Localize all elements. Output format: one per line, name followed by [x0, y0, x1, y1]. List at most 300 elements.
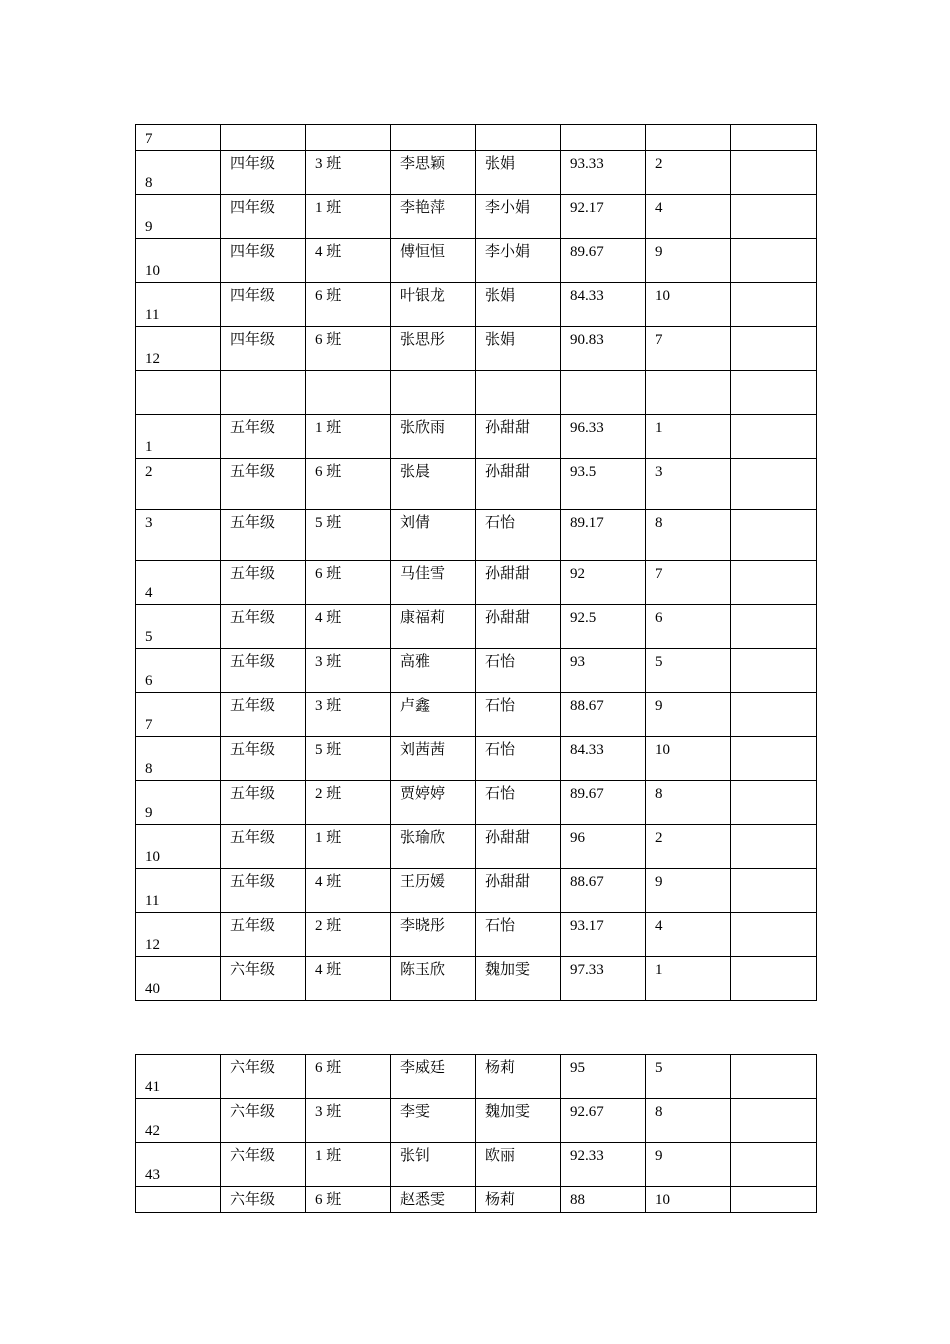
note-cell: [731, 649, 817, 693]
note-cell: [731, 781, 817, 825]
class-name-cell: [306, 693, 391, 737]
student-name-cell: [391, 825, 476, 869]
row-number: 12: [145, 351, 160, 367]
student-name: 张晨: [400, 464, 431, 480]
grade-cell: [221, 957, 306, 1001]
class-name: 6 班: [315, 1060, 342, 1076]
row-number: 12: [145, 937, 160, 953]
grade-cell: [221, 125, 306, 151]
student-name-cell: [391, 239, 476, 283]
grade-cell: [221, 1187, 306, 1213]
rank-cell: [646, 371, 731, 415]
row-number: 7: [145, 131, 153, 147]
grade-cell: [221, 693, 306, 737]
grade-cell: [221, 825, 306, 869]
class-name-cell: [306, 283, 391, 327]
grade-cell: [221, 415, 306, 459]
rank-cell: [646, 869, 731, 913]
score: 92.67: [570, 1104, 604, 1120]
note-cell: [731, 737, 817, 781]
grade-cell: [221, 605, 306, 649]
score-cell: [561, 561, 646, 605]
row-number: 10: [145, 849, 160, 865]
rank: 1: [655, 420, 663, 436]
student-name: 张瑜欣: [400, 830, 446, 846]
student-name: 王历媛: [400, 874, 446, 890]
row-number-cell: [136, 957, 221, 1001]
rank: 10: [655, 288, 670, 304]
teacher-name-cell: [476, 781, 561, 825]
grade-cell: [221, 327, 306, 371]
student-name-cell: [391, 1055, 476, 1099]
teacher-name: 张娟: [485, 288, 516, 304]
student-name: 张钊: [400, 1148, 431, 1164]
row-number-cell: [136, 649, 221, 693]
score-cell: [561, 459, 646, 510]
teacher-name-cell: [476, 649, 561, 693]
teacher-name-cell: [476, 510, 561, 561]
teacher-name-cell: [476, 825, 561, 869]
class-name: 6 班: [315, 566, 342, 582]
score: 93.17: [570, 918, 604, 934]
teacher-name-cell: [476, 693, 561, 737]
student-name: 高雅: [400, 654, 431, 670]
grade-cell: [221, 151, 306, 195]
teacher-name-cell: [476, 1187, 561, 1213]
grade-cell: [221, 869, 306, 913]
note-cell: [731, 371, 817, 415]
score: 88.67: [570, 698, 604, 714]
grade: 五年级: [230, 874, 276, 890]
class-name: 1 班: [315, 1148, 342, 1164]
class-name: 4 班: [315, 610, 342, 626]
score-cell: [561, 869, 646, 913]
note-cell: [731, 957, 817, 1001]
rank: 5: [655, 654, 663, 670]
score-cell: [561, 125, 646, 151]
table-row: [136, 510, 817, 561]
score-cell: [561, 1055, 646, 1099]
score-cell: [561, 415, 646, 459]
score-table-2: [135, 1054, 817, 1213]
note-cell: [731, 1099, 817, 1143]
teacher-name: 孙甜甜: [485, 464, 531, 480]
class-name: 1 班: [315, 830, 342, 846]
score-cell: [561, 283, 646, 327]
table-row: [136, 195, 817, 239]
row-number: 42: [145, 1123, 160, 1139]
class-name-cell: [306, 1055, 391, 1099]
student-name-cell: [391, 1143, 476, 1187]
score: 92.33: [570, 1148, 604, 1164]
teacher-name-cell: [476, 737, 561, 781]
class-name: 2 班: [315, 786, 342, 802]
grade: 六年级: [230, 1192, 276, 1208]
class-name-cell: [306, 415, 391, 459]
row-number: 5: [145, 629, 153, 645]
note-cell: [731, 327, 817, 371]
table-row: [136, 605, 817, 649]
row-number-cell: [136, 561, 221, 605]
note-cell: [731, 869, 817, 913]
rank-cell: [646, 327, 731, 371]
grade: 五年级: [230, 742, 276, 758]
row-number: 1: [145, 439, 153, 455]
class-name: 1 班: [315, 420, 342, 436]
row-number: 2: [145, 464, 153, 480]
table-row: [136, 459, 817, 510]
rank-cell: [646, 737, 731, 781]
score-cell: [561, 327, 646, 371]
row-number-cell: [136, 1099, 221, 1143]
row-number-cell: [136, 737, 221, 781]
table-row: [136, 913, 817, 957]
grade-cell: [221, 371, 306, 415]
row-number-cell: [136, 825, 221, 869]
row-number: 8: [145, 761, 153, 777]
score-cell: [561, 371, 646, 415]
teacher-name: 孙甜甜: [485, 830, 531, 846]
note-cell: [731, 510, 817, 561]
class-name: 5 班: [315, 742, 342, 758]
teacher-name: 孙甜甜: [485, 420, 531, 436]
grade: 五年级: [230, 566, 276, 582]
student-name-cell: [391, 327, 476, 371]
teacher-name-cell: [476, 415, 561, 459]
table-row: [136, 283, 817, 327]
rank-cell: [646, 561, 731, 605]
rank: 9: [655, 698, 663, 714]
rank-cell: [646, 649, 731, 693]
score-cell: [561, 737, 646, 781]
row-number: 6: [145, 673, 153, 689]
class-name-cell: [306, 239, 391, 283]
score: 97.33: [570, 962, 604, 978]
rank: 2: [655, 830, 663, 846]
row-number: 9: [145, 805, 153, 821]
score-cell: [561, 825, 646, 869]
teacher-name-cell: [476, 239, 561, 283]
table-row: [136, 561, 817, 605]
row-number: 3: [145, 515, 153, 531]
class-name: 3 班: [315, 156, 342, 172]
row-number: 11: [145, 307, 160, 323]
score-cell: [561, 1143, 646, 1187]
rank: 7: [655, 566, 663, 582]
student-name: 傅恒恒: [400, 244, 446, 260]
note-cell: [731, 239, 817, 283]
teacher-name: 魏加雯: [485, 1104, 531, 1120]
score: 93.5: [570, 464, 597, 480]
student-name: 赵悉雯: [400, 1192, 446, 1208]
grade-cell: [221, 913, 306, 957]
rank: 3: [655, 464, 663, 480]
score: 84.33: [570, 742, 604, 758]
rank-cell: [646, 125, 731, 151]
student-name-cell: [391, 151, 476, 195]
class-name-cell: [306, 957, 391, 1001]
student-name: 李艳萍: [400, 200, 446, 216]
note-cell: [731, 605, 817, 649]
teacher-name: 孙甜甜: [485, 610, 531, 626]
rank: 9: [655, 874, 663, 890]
score: 93: [570, 654, 585, 670]
table-row: [136, 737, 817, 781]
note-cell: [731, 283, 817, 327]
student-name: 李思颖: [400, 156, 446, 172]
note-cell: [731, 1143, 817, 1187]
note-cell: [731, 825, 817, 869]
score: 92.5: [570, 610, 597, 626]
student-name-cell: [391, 561, 476, 605]
student-name: 刘茜茜: [400, 742, 446, 758]
score: 89.17: [570, 515, 604, 531]
score-cell: [561, 1099, 646, 1143]
student-name-cell: [391, 649, 476, 693]
rank-cell: [646, 781, 731, 825]
rank: 5: [655, 1060, 663, 1076]
grade: 五年级: [230, 610, 276, 626]
row-number: 8: [145, 175, 153, 191]
class-name: 4 班: [315, 962, 342, 978]
class-name-cell: [306, 781, 391, 825]
class-name: 3 班: [315, 698, 342, 714]
grade: 四年级: [230, 156, 276, 172]
score-cell: [561, 510, 646, 561]
row-number-cell: [136, 459, 221, 510]
grade: 五年级: [230, 698, 276, 714]
student-name-cell: [391, 693, 476, 737]
rank: 10: [655, 1192, 670, 1208]
grade-cell: [221, 510, 306, 561]
teacher-name: 石怡: [485, 918, 516, 934]
row-number: 40: [145, 981, 160, 997]
row-number-cell: [136, 239, 221, 283]
teacher-name-cell: [476, 957, 561, 1001]
class-name-cell: [306, 510, 391, 561]
student-name-cell: [391, 957, 476, 1001]
student-name-cell: [391, 125, 476, 151]
rank: 10: [655, 742, 670, 758]
student-name-cell: [391, 459, 476, 510]
table-row: [136, 151, 817, 195]
teacher-name: 石怡: [485, 698, 516, 714]
note-cell: [731, 125, 817, 151]
class-name-cell: [306, 195, 391, 239]
rank: 1: [655, 962, 663, 978]
row-number-cell: [136, 415, 221, 459]
student-name: 陈玉欣: [400, 962, 446, 978]
grade-cell: [221, 649, 306, 693]
teacher-name-cell: [476, 151, 561, 195]
table-row: [136, 1143, 817, 1187]
row-number-cell: [136, 283, 221, 327]
score-cell: [561, 239, 646, 283]
grade: 四年级: [230, 200, 276, 216]
note-cell: [731, 1187, 817, 1213]
student-name-cell: [391, 510, 476, 561]
student-name-cell: [391, 737, 476, 781]
row-number-cell: [136, 510, 221, 561]
row-number-cell: [136, 1055, 221, 1099]
rank-cell: [646, 1143, 731, 1187]
teacher-name: 欧丽: [485, 1148, 516, 1164]
teacher-name: 孙甜甜: [485, 566, 531, 582]
grade: 五年级: [230, 786, 276, 802]
grade: 六年级: [230, 1148, 276, 1164]
teacher-name: 张娟: [485, 332, 516, 348]
student-name-cell: [391, 781, 476, 825]
grade: 五年级: [230, 420, 276, 436]
class-name-cell: [306, 327, 391, 371]
grade-cell: [221, 781, 306, 825]
row-number-cell: [136, 1187, 221, 1213]
rank-cell: [646, 239, 731, 283]
score: 92: [570, 566, 585, 582]
student-name: 卢鑫: [400, 698, 431, 714]
class-name: 4 班: [315, 244, 342, 260]
grade-cell: [221, 283, 306, 327]
rank-cell: [646, 1187, 731, 1213]
class-name: 2 班: [315, 918, 342, 934]
score-cell: [561, 195, 646, 239]
rank-cell: [646, 1055, 731, 1099]
row-number-cell: [136, 605, 221, 649]
grade: 五年级: [230, 830, 276, 846]
student-name-cell: [391, 869, 476, 913]
grade: 六年级: [230, 962, 276, 978]
rank-cell: [646, 283, 731, 327]
class-name-cell: [306, 649, 391, 693]
rank-cell: [646, 693, 731, 737]
score-cell: [561, 649, 646, 693]
teacher-name-cell: [476, 1055, 561, 1099]
student-name: 贾婷婷: [400, 786, 446, 802]
teacher-name-cell: [476, 371, 561, 415]
rank-cell: [646, 151, 731, 195]
teacher-name-cell: [476, 195, 561, 239]
teacher-name: 石怡: [485, 654, 516, 670]
teacher-name-cell: [476, 125, 561, 151]
class-name-cell: [306, 1187, 391, 1213]
student-name-cell: [391, 913, 476, 957]
student-name-cell: [391, 1187, 476, 1213]
rank: 6: [655, 610, 663, 626]
rank-cell: [646, 957, 731, 1001]
grade: 四年级: [230, 332, 276, 348]
note-cell: [731, 415, 817, 459]
grade: 五年级: [230, 918, 276, 934]
grade-cell: [221, 1143, 306, 1187]
class-name-cell: [306, 737, 391, 781]
teacher-name-cell: [476, 1143, 561, 1187]
score: 93.33: [570, 156, 604, 172]
row-number: 41: [145, 1079, 160, 1095]
teacher-name: 石怡: [485, 786, 516, 802]
table-row: [136, 371, 817, 415]
row-number: 9: [145, 219, 153, 235]
score: 88.67: [570, 874, 604, 890]
student-name-cell: [391, 195, 476, 239]
class-name-cell: [306, 825, 391, 869]
table-row: [136, 825, 817, 869]
row-number-cell: [136, 195, 221, 239]
rank-cell: [646, 1099, 731, 1143]
score: 96: [570, 830, 585, 846]
student-name-cell: [391, 1099, 476, 1143]
class-name-cell: [306, 561, 391, 605]
grade: 四年级: [230, 244, 276, 260]
student-name-cell: [391, 605, 476, 649]
table-row: [136, 1055, 817, 1099]
score-cell: [561, 1187, 646, 1213]
score: 95: [570, 1060, 585, 1076]
score-cell: [561, 151, 646, 195]
grade-cell: [221, 737, 306, 781]
teacher-name: 李小娟: [485, 200, 531, 216]
note-cell: [731, 693, 817, 737]
row-number: 4: [145, 585, 153, 601]
note-cell: [731, 913, 817, 957]
teacher-name-cell: [476, 459, 561, 510]
rank: 8: [655, 1104, 663, 1120]
class-name-cell: [306, 869, 391, 913]
score: 88: [570, 1192, 585, 1208]
table-row: [136, 693, 817, 737]
class-name: 4 班: [315, 874, 342, 890]
student-name: 李雯: [400, 1104, 431, 1120]
table-row: [136, 125, 817, 151]
note-cell: [731, 195, 817, 239]
class-name-cell: [306, 125, 391, 151]
student-name-cell: [391, 415, 476, 459]
rank-cell: [646, 825, 731, 869]
rank: 4: [655, 918, 663, 934]
score: 84.33: [570, 288, 604, 304]
grade: 四年级: [230, 288, 276, 304]
table-row: [136, 1187, 817, 1213]
row-number-cell: [136, 1143, 221, 1187]
class-name-cell: [306, 1099, 391, 1143]
row-number: 7: [145, 717, 153, 733]
note-cell: [731, 151, 817, 195]
teacher-name: 魏加雯: [485, 962, 531, 978]
student-name-cell: [391, 371, 476, 415]
student-name: 张欣雨: [400, 420, 446, 436]
student-name: 叶银龙: [400, 288, 446, 304]
teacher-name: 石怡: [485, 515, 516, 531]
row-number-cell: [136, 151, 221, 195]
class-name-cell: [306, 913, 391, 957]
grade-cell: [221, 1055, 306, 1099]
teacher-name-cell: [476, 605, 561, 649]
rank-cell: [646, 605, 731, 649]
teacher-name-cell: [476, 327, 561, 371]
score-cell: [561, 781, 646, 825]
row-number-cell: [136, 327, 221, 371]
teacher-name-cell: [476, 283, 561, 327]
teacher-name: 张娟: [485, 156, 516, 172]
table-row: [136, 649, 817, 693]
class-name: 5 班: [315, 515, 342, 531]
row-number: 43: [145, 1167, 160, 1183]
score-table-1: [135, 124, 817, 1001]
rank: 7: [655, 332, 663, 348]
row-number-cell: [136, 371, 221, 415]
class-name-cell: [306, 605, 391, 649]
class-name-cell: [306, 151, 391, 195]
rank: 8: [655, 786, 663, 802]
